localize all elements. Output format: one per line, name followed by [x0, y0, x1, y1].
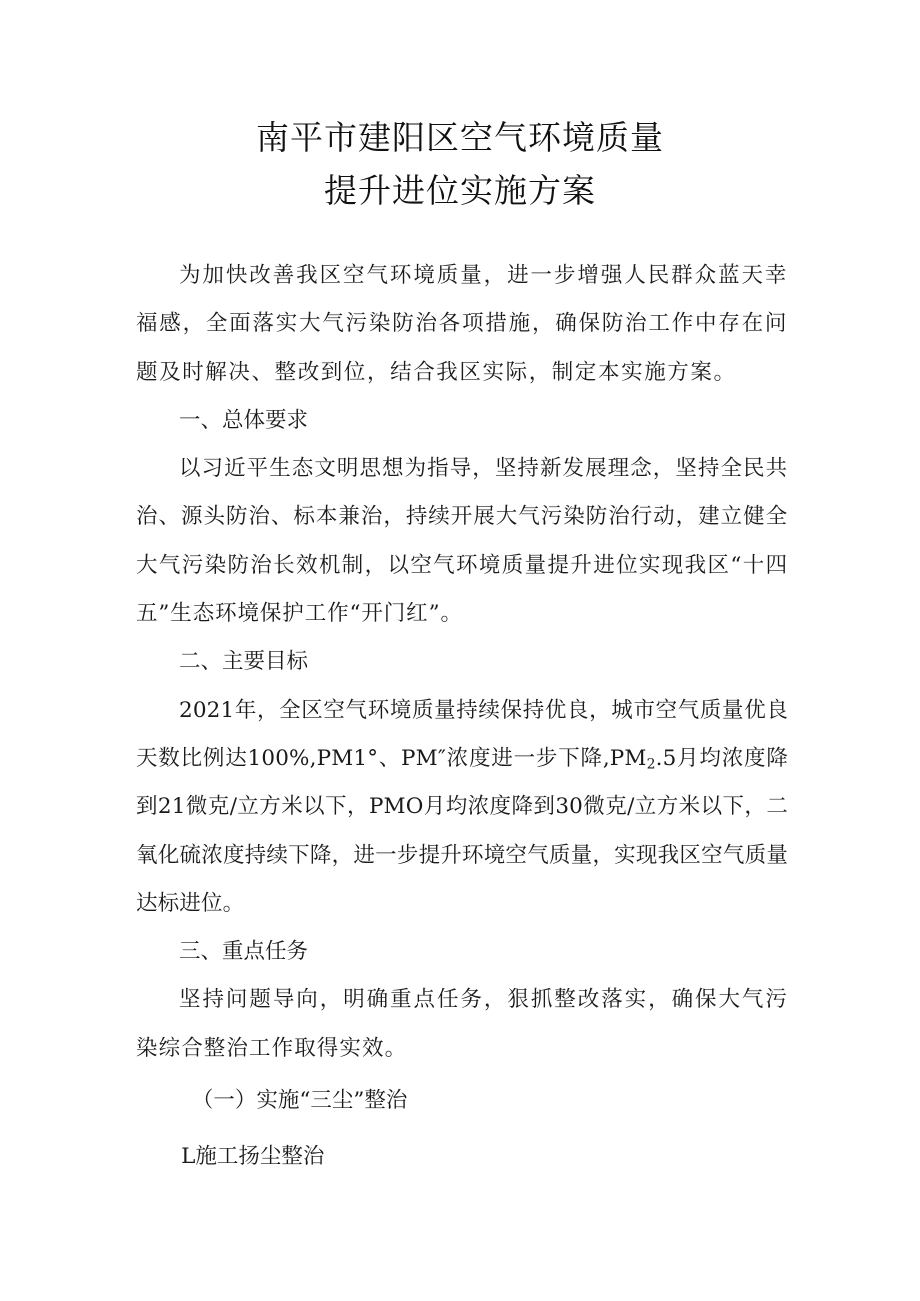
section-2-text-part-1: 2021年，全区空气环境质量持续保持优良，城市空气质量优良天数比例达100%,PM1°、PM″浓度进一步下降,PM	[136, 697, 788, 771]
intro-paragraph: 为加快改善我区空气环境质量，进一步增强人民群众蓝天幸福感，全面落实大气污染防治各项措施，确保防治工作中存在问题及时解决、整改到位，结合我区实际，制定本实施方案。	[136, 263, 788, 385]
section-1-paragraph: 以习近平生态文明思想为指导，坚持新发展理念，坚持全民共治、源头防治、标本兼治，持续开展大气污染防治行动，建立健全大气污染防治长效机制，以空气环境质量提升进位实现我区“十四五”生态环境保护工作“开门红”。	[136, 456, 788, 627]
section-3-heading: 三、重点任务	[179, 939, 309, 965]
section-3-paragraph: 坚持问题导向，明确重点任务，狠抓整改落实，确保大气污染综合整治工作取得实效。	[136, 987, 788, 1061]
section-2-text-part-2: .5月均浓度降到21微克/立方米以下，PMO月均浓度降到30微克/立方米以下，二氧化硫浓度持续下降，进一步提升环境空气质量，实现我区空气质量达标进位。	[136, 745, 788, 916]
section-1-heading: 一、总体要求	[179, 407, 309, 433]
section-2-heading: 二、主要目标	[179, 649, 309, 675]
document-title-line-2: 提升进位实施方案	[324, 171, 596, 210]
document-title-line-1: 南平市建阳区空气环境质量	[256, 118, 664, 157]
subscript-2: 2	[646, 756, 656, 773]
section-2-paragraph	[136, 687, 788, 928]
subsection-1-heading: （一）实施“三尘”整治	[191, 1088, 408, 1114]
item-1-heading: L施工扬尘整治	[181, 1144, 325, 1170]
document-body	[136, 252, 788, 1182]
